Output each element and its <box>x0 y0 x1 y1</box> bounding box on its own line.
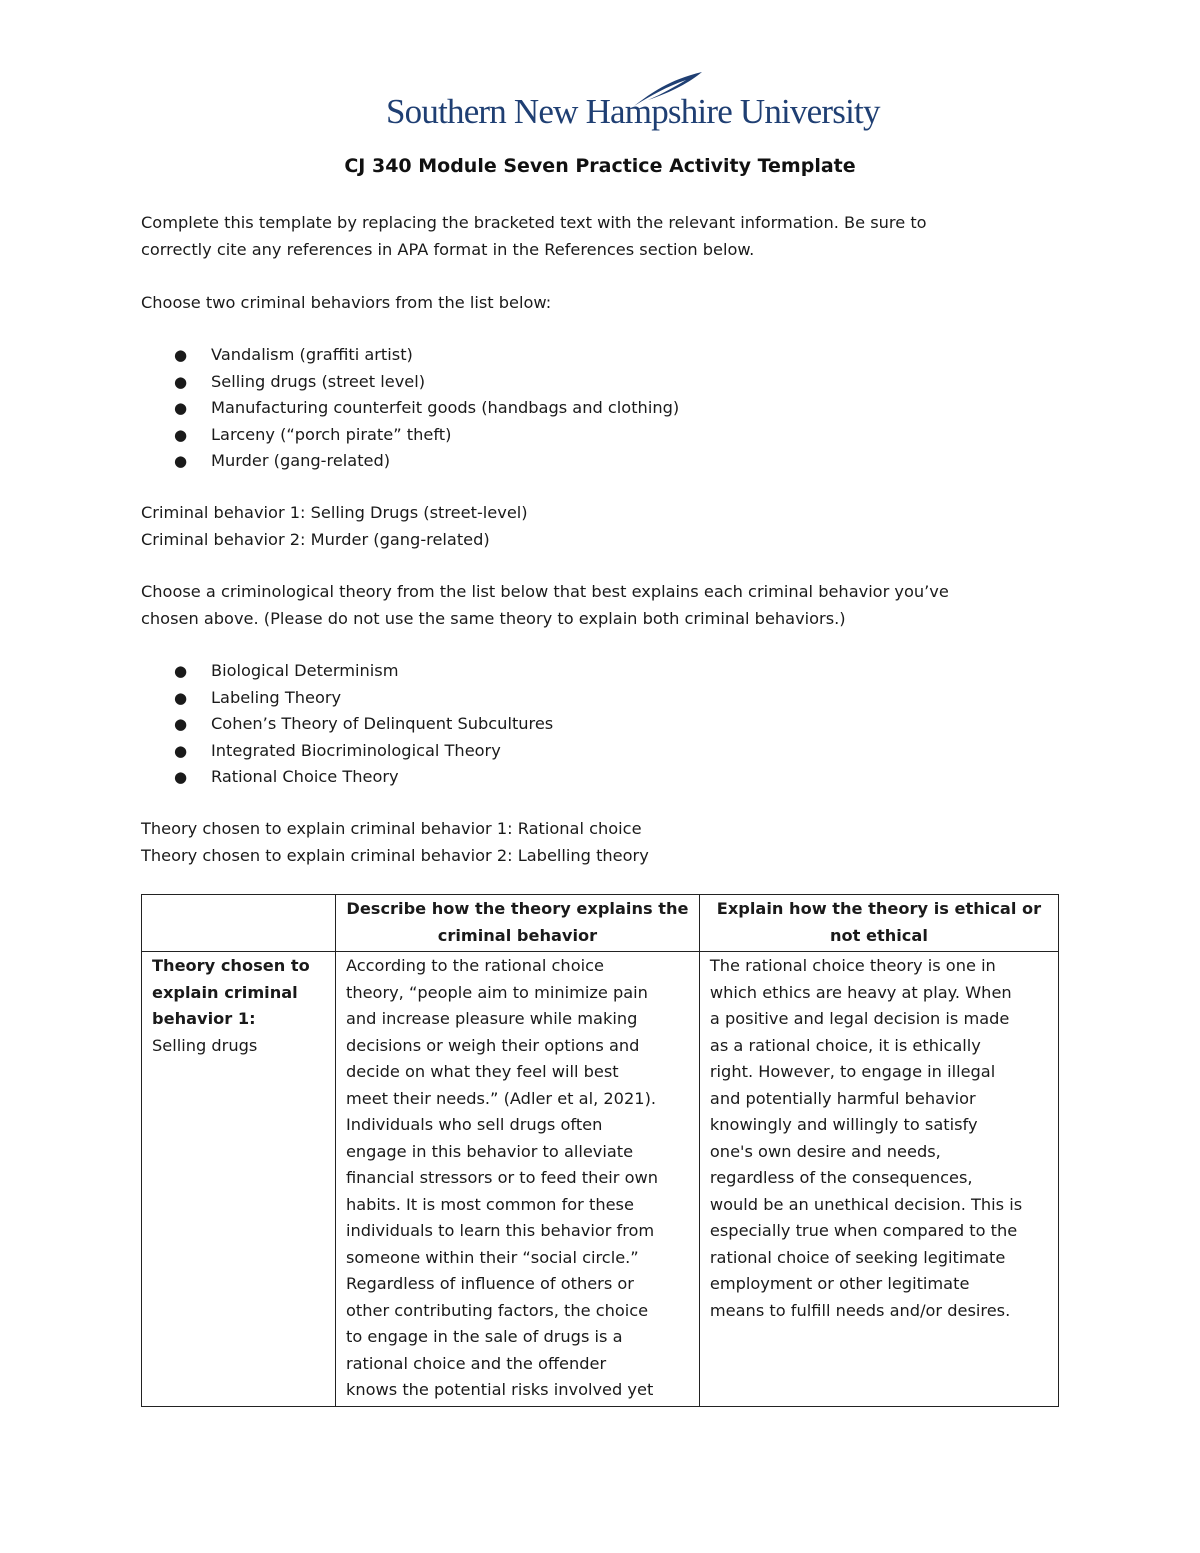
bullet-dot-icon: ● <box>174 425 188 444</box>
intro-paragraph <box>141 210 1061 263</box>
bullet-dot-icon: ● <box>174 452 188 470</box>
bullet-dot-icon: ● <box>174 662 188 680</box>
page-title: CJ 340 Module Seven Practice Activity Template <box>344 155 856 177</box>
list-item: ● Larceny (“porch pirate” theft) <box>141 422 679 449</box>
list-item: ● Selling drugs (street level) <box>141 369 679 396</box>
university-logo <box>386 70 880 140</box>
list-item: ● Integrated Biocriminological Theory <box>141 738 553 765</box>
header-ethical: Explain how the theory is ethical or not ethical <box>699 895 1058 952</box>
table-header-row <box>142 895 1059 952</box>
bullet-dot-icon: ● <box>174 741 188 760</box>
chosen-theory-2: Theory chosen to explain criminal behavior 2: Labelling theory <box>141 845 649 865</box>
list-item: ● Biological Determinism <box>141 658 553 685</box>
bullet-dot-icon: ● <box>174 715 188 733</box>
header-empty-cell <box>142 895 336 952</box>
chosen-theories <box>141 816 1061 869</box>
chosen-behavior-2: Criminal behavior 2: Murder (gang-related) <box>141 529 490 549</box>
list-item: ● Labeling Theory <box>141 685 553 712</box>
logo-wordmark: Southern New Hampshire University <box>386 92 880 131</box>
list-item: ● Vandalism (graffiti artist) <box>141 342 679 369</box>
intro-line: Complete this template by replacing the bracketed text with the relevant information. Be sure to <box>141 213 927 232</box>
chosen-theory-1: Theory chosen to explain criminal behavior 1: Rational choice <box>141 819 642 838</box>
bullet-dot-icon: ● <box>174 346 188 364</box>
chosen-behaviors <box>141 500 1061 553</box>
list-item: ● Cohen’s Theory of Delinquent Subcultures <box>141 711 553 738</box>
table-row <box>142 952 1059 1407</box>
theory-prompt: Choose a criminological theory from the list below that best explains each criminal behavior you’ve chosen above. (Please do not use the same theory to explain both criminal behaviors.) <box>141 582 949 628</box>
bullet-dot-icon: ● <box>174 688 188 707</box>
theories-list <box>141 658 553 791</box>
behaviors-prompt: Choose two criminal behaviors from the list below: <box>141 293 552 312</box>
row-label-cell: Theory chosen to explain criminal behavior 1: Selling drugs <box>142 952 336 1407</box>
ethical-cell: The rational choice theory is one in which ethics are heavy at play. When a positive and legal decision is made as a rational choice, it is ethically right. However, to engage in illegal and potentially harmful behavior knowingly and willingly to satisfy one's own desire and needs, regardless of the consequences, would be an unethical decision. This is especially true when compared to the rational choice of seeking legitimate employment or other legitimate means to fulfill needs and/or desires. <box>699 952 1058 1407</box>
chosen-behavior-1: Criminal behavior 1: Selling Drugs (street-level) <box>141 503 528 522</box>
behaviors-list <box>141 342 679 475</box>
describe-cell: According to the rational choice theory, “people aim to minimize pain and increase pleasure while making decisions or weigh their options and decide on what they feel will best meet their needs.” (Adler et al, 2021). Individuals who sell drugs often engage in this behavior to alleviate financial stressors or to feed their own habits. It is most common for these individuals to learn this behavior from someone within their “social circle.” Regardless of influence of others or other contributing factors, the choice to engage in the sale of drugs is a rational choice and the offender knows the potential risks involved yet <box>335 952 699 1407</box>
header-describe: Describe how the theory explains the criminal behavior <box>335 895 699 952</box>
list-item: ● Murder (gang-related) <box>141 448 679 475</box>
quill-feather-icon <box>628 70 708 110</box>
row-subhead: Selling drugs <box>152 1035 258 1055</box>
bullet-dot-icon: ● <box>174 768 188 786</box>
bullet-dot-icon: ● <box>174 372 188 391</box>
theory-table <box>141 894 1059 1407</box>
list-item: ● Rational Choice Theory <box>141 764 553 791</box>
list-item: ● Manufacturing counterfeit goods (handbags and clothing) <box>141 395 679 422</box>
bullet-dot-icon: ● <box>174 399 188 417</box>
intro-line: correctly cite any references in APA format in the References section below. <box>141 239 755 259</box>
